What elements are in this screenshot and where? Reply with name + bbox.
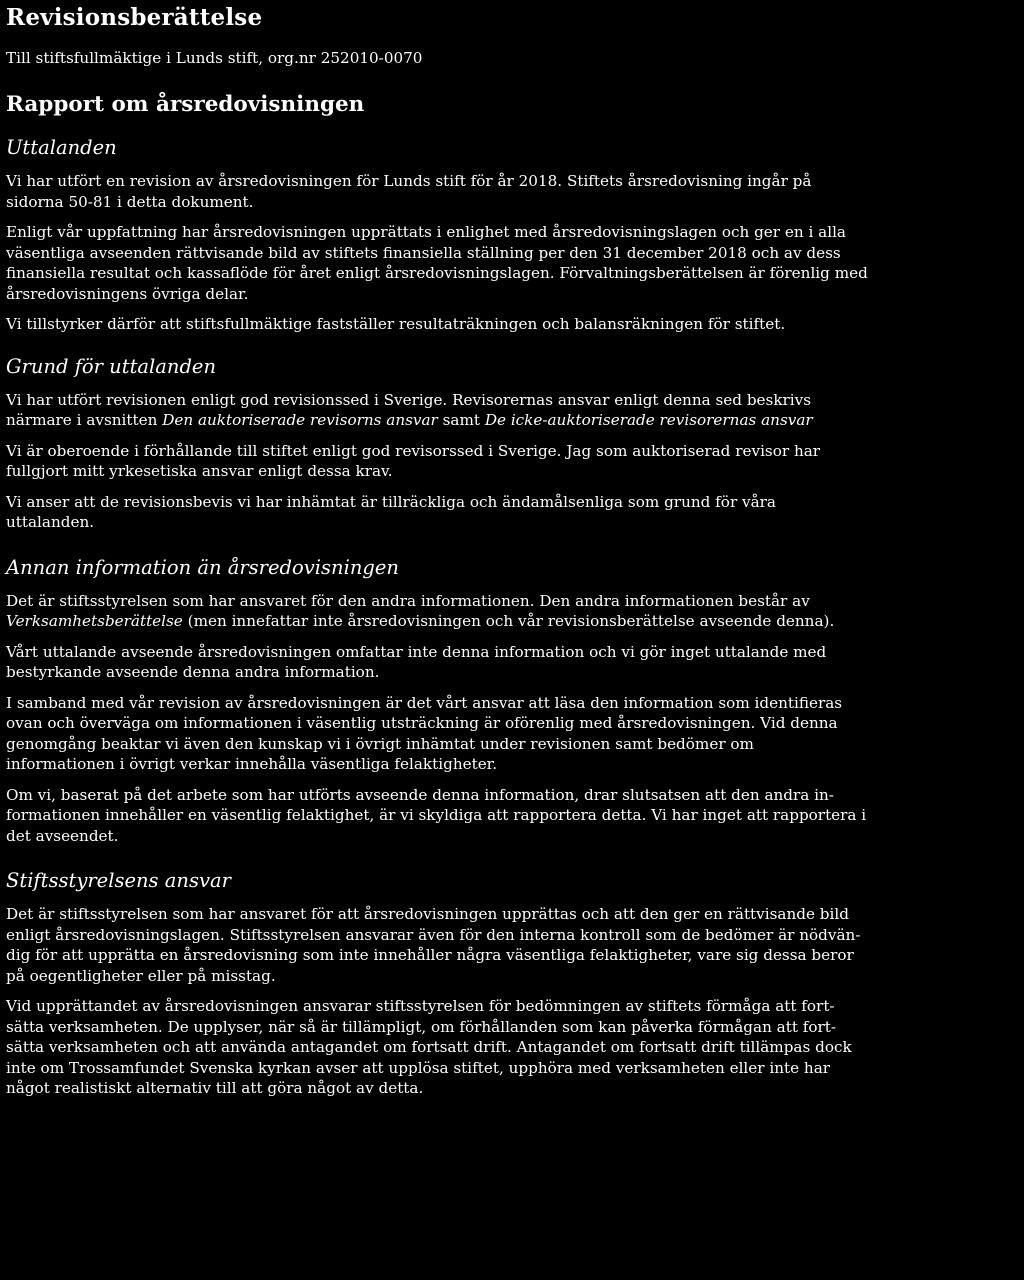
basis-paragraph-2: Vi är oberoende i förhållande till stiftet enligt god revisorssed i Sverige. Jag som auktoriserad revisor har fullgjort mitt yrkesetiska ansvar enligt dessa krav. <box>6 441 821 480</box>
addressee-line: Till stiftsfullmäktige i Lunds stift, org.nr 252010-0070 <box>6 49 423 67</box>
basis-paragraph-3: Vi anser att de revisionsbevis vi har inhämtat är tillräckliga och ändamålsenliga som grund för våra uttalanden. <box>6 492 776 531</box>
other-info-heading: Annan information än årsredovisningen <box>6 555 399 579</box>
other-info-paragraph-1-line-2: Verksamhetsberättelse (men innefattar inte årsredovisningen och vår revisionsberättelse avseende denna). <box>6 612 835 630</box>
statements-paragraph-1: Vi har utfört en revision av årsredovisningen för Lunds stift för år 2018. Stiftets årsredovisning ingår på sidorna 50-81 i detta dokument. <box>6 172 812 211</box>
statements-heading: Uttalanden <box>6 136 117 159</box>
statements-paragraph-2: Enligt vår uppfattning har årsredovisningen upprättats i enlighet med årsredovisningslagen och ger en i alla väsentliga avseenden rättvisande bild av stiftets finansiella ställning per den 31 december 2018 och av dess finansiella resultat och kassaflöde för året enligt årsredovisningslagen. Förvaltningsberättelsen är förenlig med årsredovisningens övriga delar. <box>6 223 868 303</box>
report-heading: Rapport om årsredovisningen <box>6 92 365 117</box>
board-paragraph-1: Det är stiftsstyrelsen som har ansvaret för att årsredovisningen upprättas och att den ger en rättvisande bild enligt årsredovisningslagen. Stiftsstyrelsen ansvarar även för den interna kontroll som de bedömer är nödvän- dig för att upprätta en årsredovisning som inte innehåller några väsentliga felaktigheter, vare sig dessa beror på oegentligheter eller på misstag. <box>6 905 861 985</box>
basis-heading: Grund för uttalanden <box>6 354 217 378</box>
other-info-paragraph-1: Det är stiftsstyrelsen som har ansvaret för den andra informationen. Den andra informationen består av Verksamhetsberättelse (men innefattar inte årsredovisningen och vår revisionsberättelse avseende denna). <box>6 591 1018 632</box>
other-info-paragraph-4: Om vi, baserat på det arbete som har utförts avseende denna information, drar slutsatsen att den andra in- formationen innehåller en väsentlig felaktighet, är vi skyldiga att rapportera detta. Vi har inget att rapportera i det avseendet. <box>6 785 867 845</box>
basis-paragraph-1: Vi har utfört revisionen enligt god revisionssed i Sverige. Revisorernas ansvar enligt denna sed beskrivs närmare i avsnitten Den auktoriserade revisorns ansvar samt De icke-auktoriserade revisorernas ansvar <box>6 390 1018 431</box>
basis-paragraph-1-line-2: närmare i avsnitten Den auktoriserade revisorns ansvar samt De icke-auktoriserade revisorernas ansvar <box>6 411 813 429</box>
document-page <box>0 4 1024 1280</box>
document-title: Revisionsberättelse <box>6 4 263 31</box>
other-info-paragraph-3: I samband med vår revision av årsredovisningen är det vårt ansvar att läsa den information som identifieras ovan och överväga om informationen i väsentlig utsträckning är oförenlig med årsredovisningen. Vid denna genomgång beaktar vi även den kunskap vi i övrigt inhämtat under revisionen samt bedömer om informationen i övrigt verkar innehålla väsentliga felaktigheter. <box>6 693 843 773</box>
other-info-paragraph-2: Vårt uttalande avseende årsredovisningen omfattar inte denna information och vi gör inget uttalande med bestyrkande avseende denna andra information. <box>6 642 827 681</box>
statements-paragraph-3: Vi tillstyrker därför att stiftsfullmäktige fastställer resultaträkningen och balansräkningen för stiftet. <box>6 315 786 333</box>
board-paragraph-2: Vid upprättandet av årsredovisningen ansvarar stiftsstyrelsen för bedömningen av stiftets förmåga att fort- sätta verksamheten. De upplyser, när så är tillämpligt, om förhållanden som kan påverka förmågan att fort- sätta verksamheten och att använda antagandet om fortsatt drift. Antagandet om fortsatt drift tillämpas dock inte om Trossamfundet Svenska kyrkan avser att upplösa stiftet, upphöra med verksamheten eller inte har något realistiskt alternativ till att göra något av detta. <box>6 997 852 1097</box>
board-heading: Stiftsstyrelsens ansvar <box>6 869 231 892</box>
